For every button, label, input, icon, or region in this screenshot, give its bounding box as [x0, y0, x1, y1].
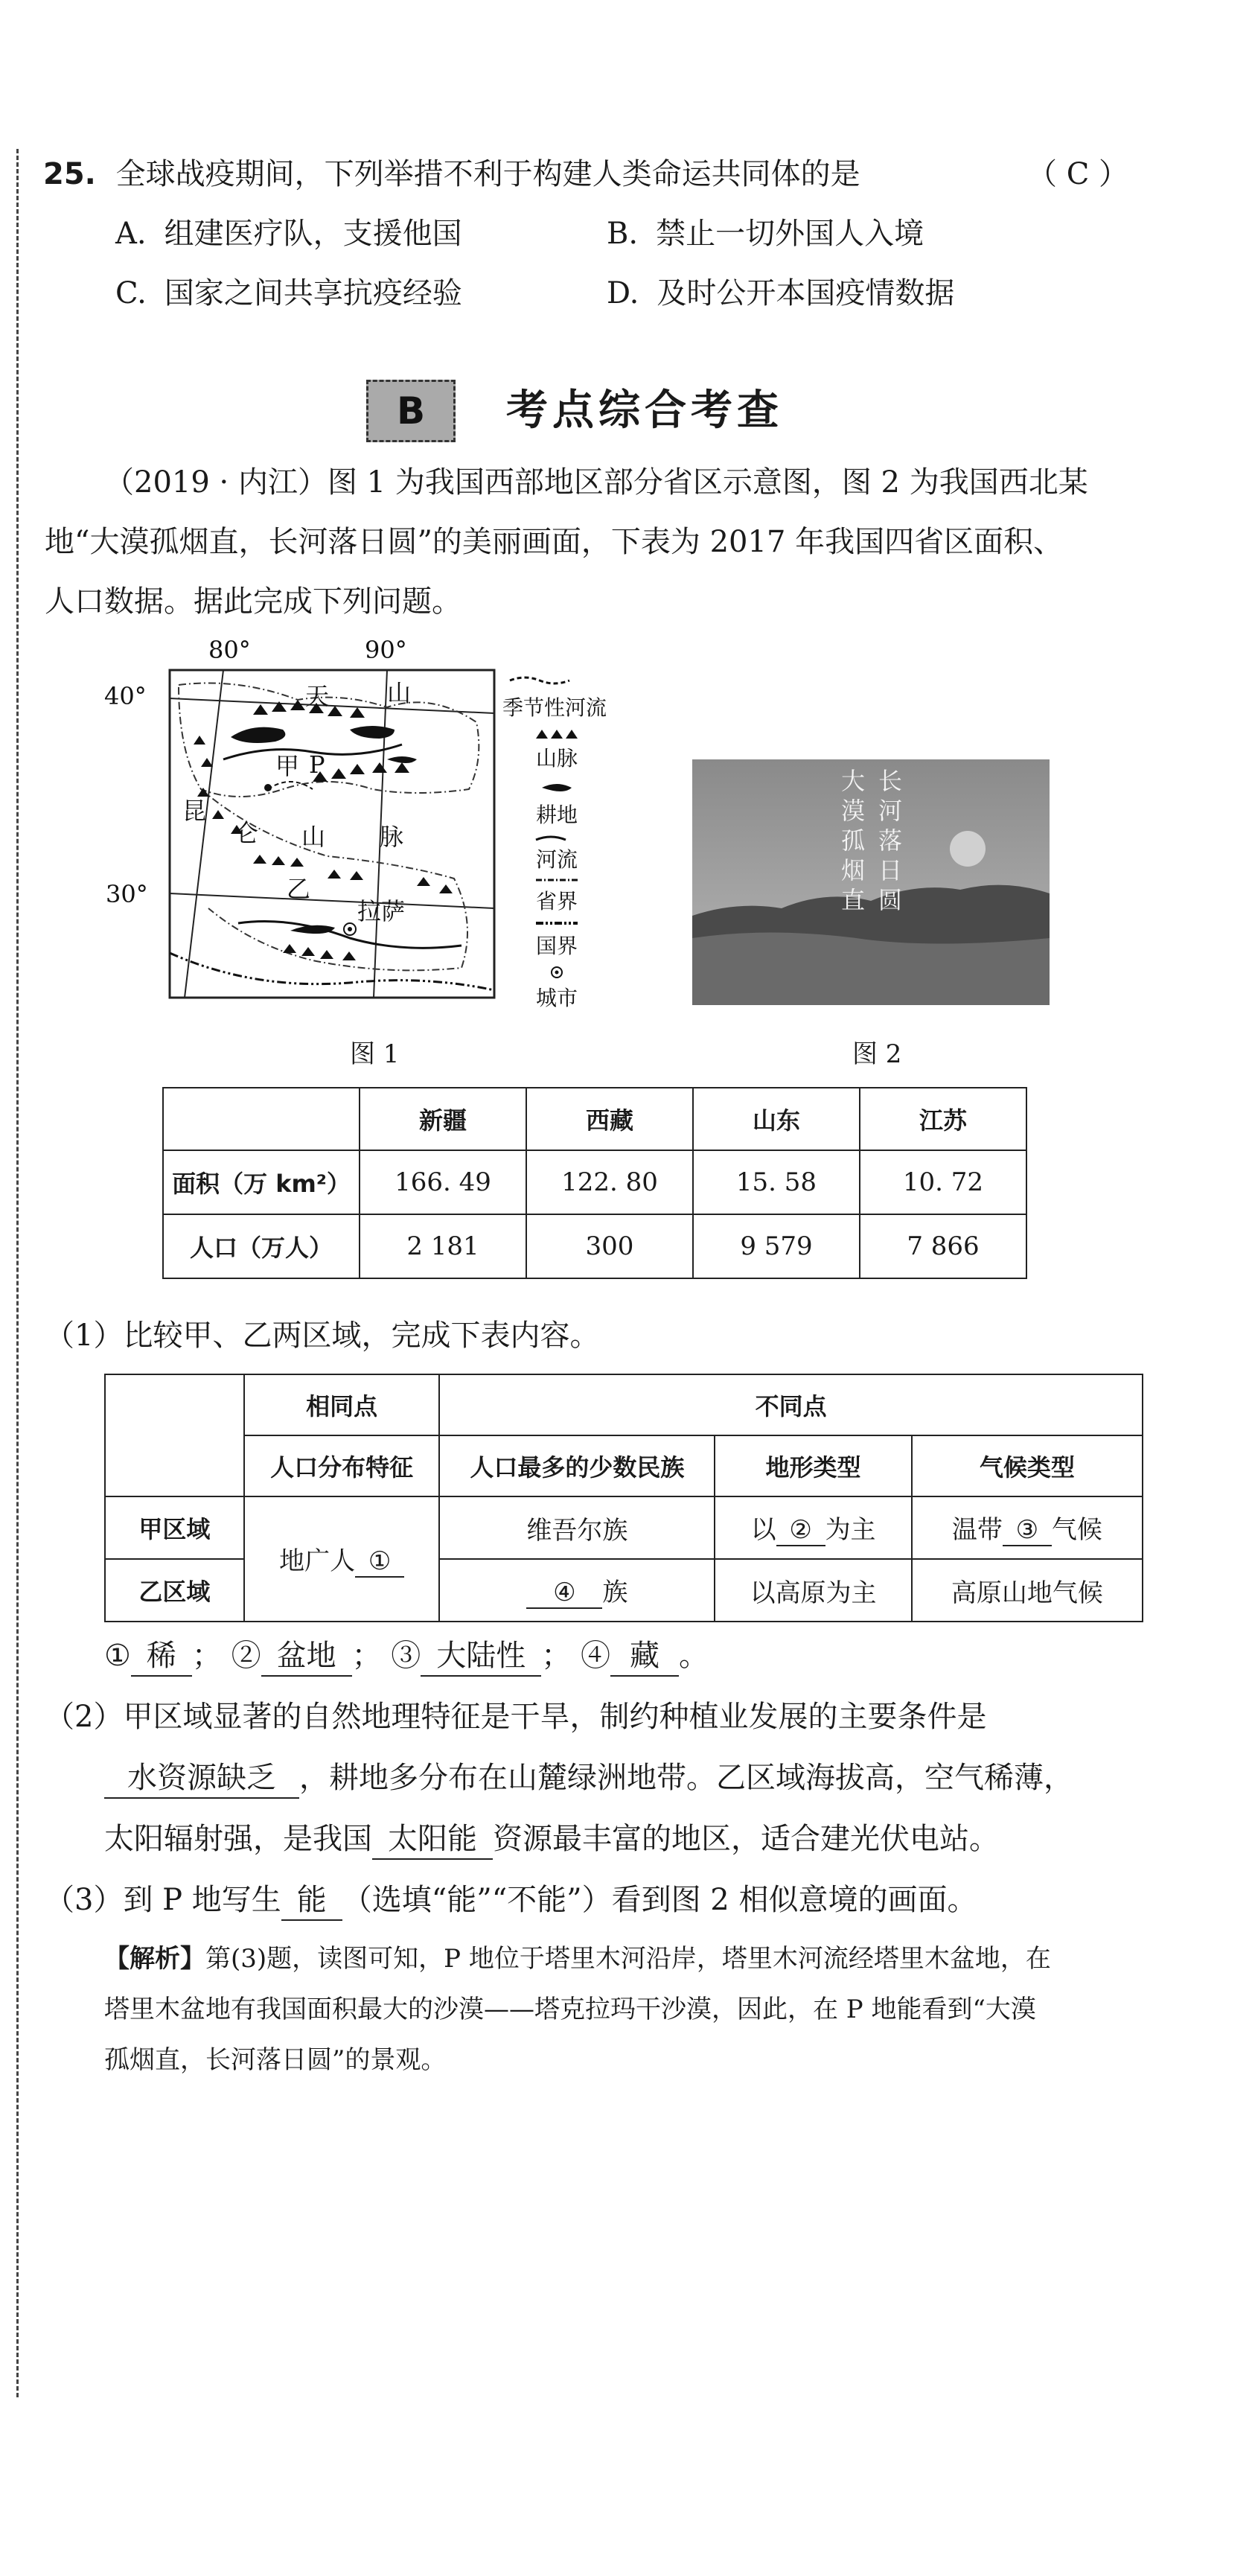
- label-lhasa: 拉萨: [357, 897, 406, 925]
- legend-farmland: 耕地: [536, 803, 578, 827]
- answer-2: 盆地: [261, 1636, 352, 1677]
- table1-header-xizang: 西藏: [526, 1088, 693, 1150]
- blank-4: ④: [526, 1578, 602, 1609]
- q25-answer: （ C ）: [1027, 157, 1129, 191]
- comp-same-header: 相同点: [244, 1374, 440, 1435]
- svg-text:河: 河: [878, 797, 903, 825]
- comp-jia-terrain: 以 ② 为主: [715, 1496, 912, 1559]
- comp-yi-minority: ④ 族: [439, 1559, 715, 1622]
- q2-answer-1: 水资源缺乏: [104, 1759, 299, 1799]
- svg-text:直: 直: [841, 886, 866, 914]
- svg-text:烟: 烟: [841, 856, 866, 884]
- comp-corner: [105, 1374, 244, 1496]
- table1-row-area-label: 面积（万 km²）: [163, 1150, 360, 1214]
- q2-answer-2: 太阳能: [372, 1820, 493, 1860]
- area-population-table: [162, 1087, 1027, 1279]
- legend-national-border: 国界: [536, 934, 578, 958]
- answer-3: 大陆性: [421, 1636, 541, 1677]
- answer-4: 藏: [610, 1636, 679, 1677]
- blank-2: ②: [776, 1515, 825, 1546]
- q3-answer: 能: [281, 1881, 342, 1921]
- table1-area-jiangsu: 10. 72: [860, 1150, 1026, 1214]
- table1-area-shandong: 15. 58: [693, 1150, 860, 1214]
- table1-corner: [163, 1088, 360, 1150]
- table1-pop-shandong: 9 579: [693, 1214, 860, 1278]
- table1-area-xinjiang: 166. 49: [360, 1150, 526, 1214]
- blank-1: ①: [355, 1546, 404, 1578]
- answer-1: 稀: [131, 1636, 192, 1677]
- svg-text:孤: 孤: [841, 826, 866, 855]
- label-kun: 昆: [182, 797, 207, 825]
- figure-2-photo: [692, 759, 1050, 1005]
- table1-header-jiangsu: 江苏: [860, 1088, 1026, 1150]
- lat-label-30: 30°: [106, 880, 148, 908]
- explanation-tag: 【解析】: [104, 1944, 205, 1974]
- q2-line-1: （2）甲区域显著的自然地理特征是干旱，制约种植业发展的主要条件是: [45, 1700, 987, 1734]
- table1-row-pop-label: 人口（万人）: [163, 1214, 360, 1278]
- poem-column-2: [841, 767, 865, 914]
- point-p-marker: [264, 784, 272, 791]
- table1-pop-jiangsu: 7 866: [860, 1214, 1026, 1278]
- table1-header-xinjiang: 新疆: [360, 1088, 526, 1150]
- map-frame: [170, 670, 494, 998]
- q2-line-3: 太阳辐射强，是我国 太阳能 资源最丰富的地区，适合建光伏电站。: [104, 1820, 999, 1860]
- lat-label-40: 40°: [104, 682, 147, 710]
- legend-city: 城市: [536, 986, 578, 1010]
- explanation-line-2: 塔里木盆地有我国面积最大的沙漠——塔克拉玛干沙漠，因此，在 P 地能看到“大漠: [104, 1995, 1036, 2024]
- figure-1-caption: 图 1: [350, 1039, 400, 1069]
- legend-seasonal-river: 季节性河流: [502, 695, 607, 720]
- q1-answers: ① 稀 ； ② 盆地 ； ③ 大陆性 ； ④ 藏 。: [104, 1636, 709, 1677]
- q25-line: [43, 155, 860, 194]
- explanation-line-1: 【解析】第(3)题，读图可知，P 地位于塔里木河沿岸，塔里木河流经塔里木盆地，在: [104, 1944, 1051, 1974]
- label-mai: 脉: [380, 823, 404, 851]
- svg-text:长: 长: [878, 767, 903, 795]
- svg-text:落: 落: [878, 826, 903, 855]
- intro-line-3: 人口数据。据此完成下列问题。: [45, 584, 461, 619]
- comp-row-yi: 乙区域: [105, 1559, 244, 1622]
- legend-mountain: 山脉: [536, 746, 578, 771]
- q25-number: 25.: [43, 157, 96, 191]
- q3-line: （3）到 P 地写生 能 （选填“能”“不能”）看到图 2 相似意境的画面。: [45, 1881, 977, 1921]
- table1-area-xizang: 122. 80: [526, 1150, 693, 1214]
- intro-line-1: （2019 · 内江）图 1 为我国西部地区部分省区示意图，图 2 为我国西北某: [104, 465, 1088, 500]
- section-title: 考点综合考查: [506, 386, 783, 435]
- table1-pop-xinjiang: 2 181: [360, 1214, 526, 1278]
- table1-header-shandong: 山东: [693, 1088, 860, 1150]
- comp-yi-climate: 高原山地气候: [912, 1559, 1143, 1622]
- label-lun: 仑: [234, 819, 259, 847]
- q25-option-d: D. 及时公开本国疫情数据: [607, 276, 955, 310]
- label-jia: 甲: [275, 752, 300, 780]
- label-p: P: [309, 750, 325, 779]
- comp-col-terrain: 地形类型: [715, 1435, 912, 1496]
- svg-text:日: 日: [878, 856, 903, 884]
- table1-pop-xizang: 300: [526, 1214, 693, 1278]
- blank-3: ③: [1003, 1515, 1052, 1546]
- lon-label-80: 80°: [208, 640, 251, 664]
- figure-1-map: [104, 640, 655, 1027]
- binding-margin-line: [16, 149, 19, 2397]
- svg-text:圆: 圆: [878, 886, 903, 914]
- poem-column-1: [878, 767, 902, 914]
- poem-col2-char1: 大: [841, 767, 866, 795]
- q25-option-c: C. 国家之间共享抗疫经验: [115, 276, 462, 310]
- q1-stem: （1）比较甲、乙两区域，完成下表内容。: [45, 1319, 600, 1353]
- label-shan2: 山: [301, 823, 326, 851]
- map-legend: [502, 678, 607, 1010]
- svg-text:漠: 漠: [841, 797, 866, 825]
- comp-col-pop-dist: 人口分布特征: [244, 1435, 440, 1496]
- legend-river: 河流: [536, 847, 578, 872]
- q2-line-2: 水资源缺乏 ，耕地多分布在山麓绿洲地带。乙区域海拔高，空气稀薄，: [104, 1759, 1073, 1799]
- comp-col-minority: 人口最多的少数民族: [439, 1435, 715, 1496]
- figure-2-caption: 图 2: [852, 1039, 902, 1069]
- q25-option-a: A. 组建医疗队，支援他国: [115, 217, 462, 251]
- label-tian: 天: [305, 682, 330, 710]
- label-shan1: 山: [387, 679, 412, 707]
- section-badge: B: [366, 380, 456, 442]
- q25-stem: 全球战疫期间，下列举措不利于构建人类命运共同体的是: [115, 157, 860, 191]
- legend-province-border: 省界: [536, 889, 578, 914]
- label-yi: 乙: [287, 875, 311, 903]
- intro-line-2: 地“大漠孤烟直，长河落日圆”的美丽画面，下表为 2017 年我国四省区面积、: [45, 525, 1064, 559]
- lon-label-90: 90°: [365, 640, 407, 664]
- comp-row-jia: 甲区域: [105, 1496, 244, 1559]
- explanation-line-3: 孤烟直，长河落日圆”的景观。: [104, 2045, 447, 2075]
- comparison-table: [104, 1374, 1143, 1622]
- comp-yi-terrain: 以高原为主: [715, 1559, 912, 1622]
- comp-jia-minority: 维吾尔族: [439, 1496, 715, 1559]
- comp-jia-climate: 温带 ③ 气候: [912, 1496, 1143, 1559]
- q25-option-b: B. 禁止一切外国人入境: [607, 217, 924, 251]
- comp-shared-pop-cell: 地广人 ①: [244, 1496, 440, 1622]
- comp-diff-header: 不同点: [439, 1374, 1143, 1435]
- comp-col-climate: 气候类型: [912, 1435, 1143, 1496]
